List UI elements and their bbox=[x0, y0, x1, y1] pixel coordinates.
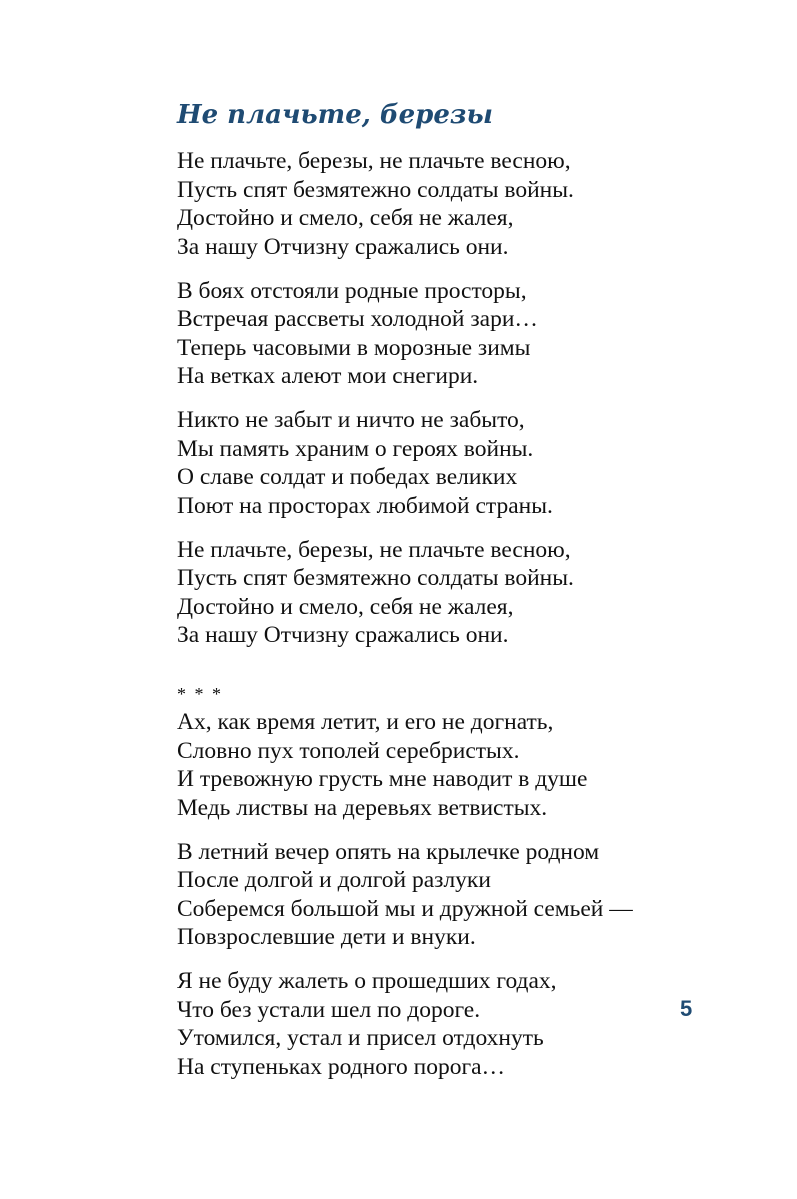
stanza bbox=[177, 406, 574, 520]
poem-line: Не плачьте, березы, не плачьте весною, bbox=[177, 148, 571, 174]
poem-line: В летний вечер опять на крылечке родном bbox=[177, 838, 600, 865]
poem-line: За нашу Отчизну сражались они. bbox=[177, 233, 509, 260]
poem-line: Что без устали шел по дороге. bbox=[177, 996, 481, 1023]
poem-line: Я не буду жалеть о прошедших годах, bbox=[177, 968, 557, 994]
stanza bbox=[177, 536, 574, 650]
poem-body-untitled bbox=[177, 680, 633, 1081]
poem-line: В боях отстояли родные просторы, bbox=[177, 277, 527, 304]
poem-line: Достойно и смело, себя не жалея, bbox=[177, 205, 514, 231]
poem-line: Мы память храним о героях войны. bbox=[177, 435, 534, 462]
stanza bbox=[177, 277, 574, 391]
stanza bbox=[177, 708, 633, 822]
poem-line: Соберемся большой мы и дружной семьей — bbox=[177, 895, 633, 922]
poem-line: Не плачьте, березы, не плачьте весною, bbox=[177, 536, 571, 563]
poem-line: О славе солдат и победах великих bbox=[177, 464, 518, 490]
poem-line: Поют на просторах любимой страны. bbox=[177, 492, 553, 519]
page-number: 5 bbox=[680, 996, 693, 1021]
poem-line: После долгой и долгой разлуки bbox=[177, 867, 491, 893]
poem-title: Не плачьте, березы bbox=[177, 100, 493, 130]
poem-body bbox=[177, 147, 574, 650]
poem-line: Медь листвы на деревьях ветвистых. bbox=[177, 794, 548, 821]
stanza bbox=[177, 838, 633, 952]
poem-line: За нашу Отчизну сражались они. bbox=[177, 622, 509, 648]
poem-line: Никто не забыт и ничто не забыто, bbox=[177, 407, 525, 433]
poem-separator: * * * bbox=[177, 684, 223, 704]
poem-line: Встречая рассветы холодной зари… bbox=[177, 306, 538, 332]
poem-line: Ах, как время летит, и его не догнать, bbox=[177, 709, 554, 735]
poem-line: Повзрослевшие дети и внуки. bbox=[177, 924, 476, 950]
poem-line: Словно пух тополей серебристых. bbox=[177, 737, 520, 764]
poem-line: На ступеньках родного порога… bbox=[177, 1053, 506, 1080]
poem-line: На ветках алеют мои снегири. bbox=[177, 363, 479, 389]
poem-line: Пусть спят безмятежно солдаты войны. bbox=[177, 565, 574, 591]
poem-line: И тревожную грусть мне наводит в душе bbox=[177, 766, 588, 792]
poem-line: Достойно и смело, себя не жалея, bbox=[177, 593, 514, 620]
poem-line: Теперь часовыми в морозные зимы bbox=[177, 334, 531, 361]
stanza bbox=[177, 967, 633, 1081]
stanza bbox=[177, 147, 574, 261]
poem-line: Утомился, устал и присел отдохнуть bbox=[177, 1025, 544, 1051]
poem-line: Пусть спят безмятежно солдаты войны. bbox=[177, 176, 574, 203]
